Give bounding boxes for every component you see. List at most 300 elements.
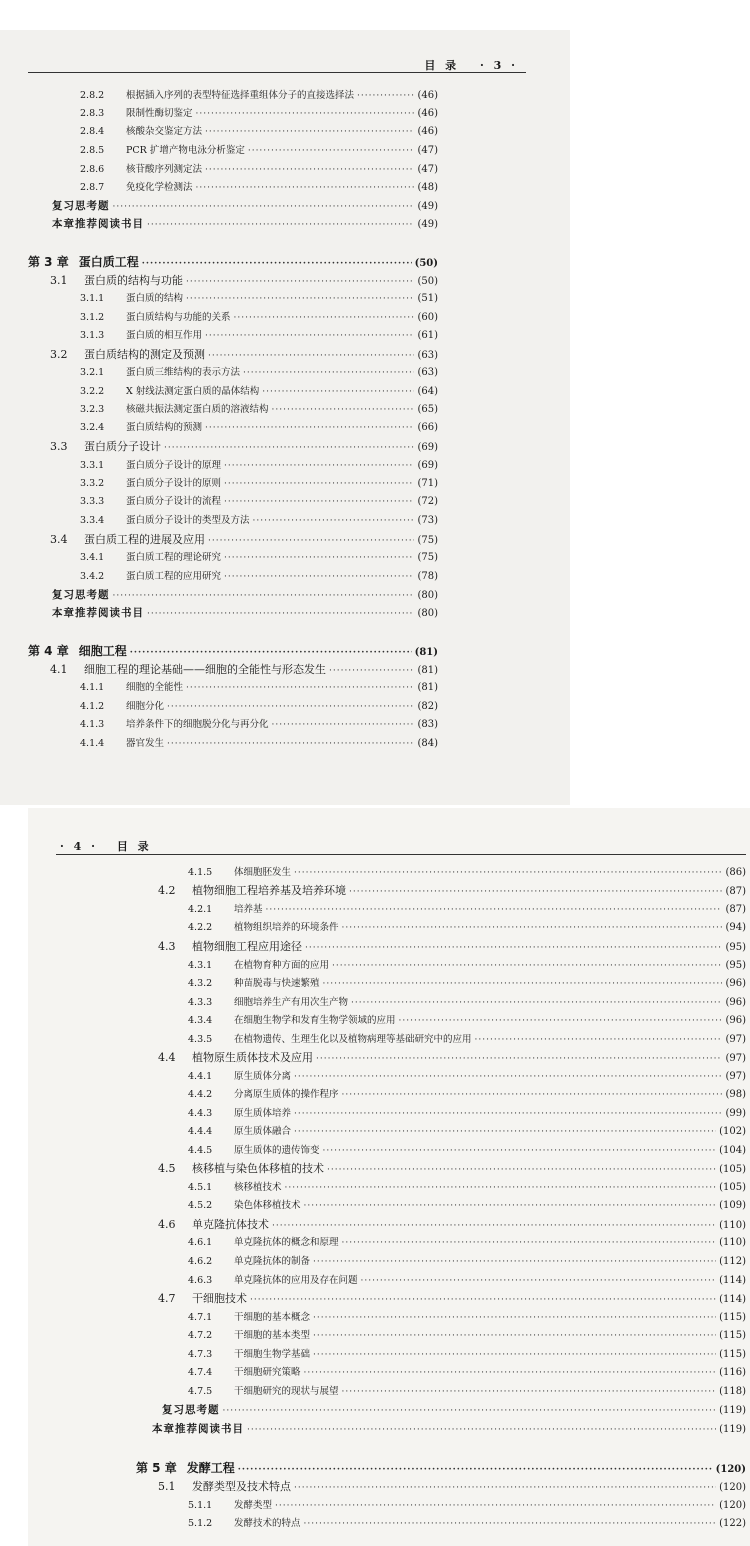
toc-entry-page: (69)	[417, 442, 438, 453]
toc-entry-title: 原生质体融合	[234, 1126, 292, 1137]
header-page-number: · 4 ·	[60, 840, 98, 853]
toc-subsection-entry	[188, 1364, 746, 1382]
toc-entry-title: 分离原生质体的操作程序	[234, 1089, 339, 1100]
leader-dots	[357, 87, 414, 105]
toc-entry-title: 本章推荐阅读书目	[52, 218, 144, 230]
toc-entry-page: (105)	[719, 1164, 746, 1175]
leader-dots	[342, 1086, 723, 1104]
toc-entry-number: 4.7.1	[188, 1312, 213, 1323]
toc-subsection-entry	[80, 512, 438, 530]
toc-subsection-entry	[80, 493, 438, 511]
toc-entry-page: (84)	[417, 738, 438, 749]
leader-dots	[329, 662, 414, 680]
toc-entry-page: (115)	[719, 1330, 746, 1341]
leader-dots	[234, 309, 415, 327]
toc-misc-entry	[52, 586, 438, 604]
toc-subsection-entry	[80, 87, 438, 105]
leader-dots	[294, 1105, 722, 1123]
toc-section-entry	[50, 661, 438, 679]
toc-chapter-entry	[28, 253, 438, 271]
toc-entry-page: (64)	[417, 386, 438, 397]
toc-entry-number: 3.3.2	[80, 478, 105, 489]
toc-entry-title: 蛋白质分子设计	[84, 440, 161, 453]
toc-entry-number: 4.3.1	[188, 960, 213, 971]
toc-entry-page: (81)	[417, 682, 438, 693]
toc-entry-page: (94)	[725, 922, 746, 933]
toc-entry-number: 3.1.1	[80, 293, 105, 304]
toc-entry-page: (87)	[725, 904, 746, 915]
leader-dots	[250, 1291, 716, 1309]
toc-subsection-entry	[188, 1197, 746, 1215]
toc-entry-page: (102)	[719, 1126, 746, 1137]
toc-entry-title: 单克隆抗体技术	[192, 1218, 269, 1231]
toc-entry-number: 4.1	[50, 663, 68, 676]
leader-dots	[147, 605, 414, 623]
toc-entry-number: 4.5.1	[188, 1182, 213, 1193]
toc-entry-number: 4.4.2	[188, 1089, 213, 1100]
toc-entry-number: 3.1.3	[80, 330, 105, 341]
running-header	[424, 57, 518, 73]
toc-entry-page: (75)	[417, 552, 438, 563]
leader-dots	[248, 142, 415, 160]
toc-entry-number: 4.4.1	[188, 1071, 213, 1082]
leader-dots	[294, 1479, 716, 1497]
toc-entry-page: (95)	[725, 942, 746, 953]
toc-entry-title: 蛋白质分子设计的原则	[126, 478, 222, 489]
toc-entry-page: (51)	[417, 293, 438, 304]
toc-entry-page: (104)	[719, 1145, 746, 1156]
toc-subsection-entry	[80, 142, 438, 160]
toc-entry-page: (46)	[417, 90, 438, 101]
toc-subsection-entry	[188, 1179, 746, 1197]
toc-entry-page: (81)	[414, 647, 438, 658]
toc-section-entry	[50, 272, 438, 290]
toc-entry-number: 3.2	[50, 348, 68, 361]
leader-dots	[186, 679, 414, 697]
toc-entry-number: 4.4	[158, 1051, 176, 1064]
toc-entry-number: 4.2.2	[188, 922, 213, 933]
toc-subsection-entry	[188, 1272, 746, 1290]
leader-dots	[304, 1364, 717, 1382]
toc-entry-page: (46)	[417, 108, 438, 119]
toc-entry-number: 3.2.3	[80, 404, 105, 415]
toc-entry-number: 4.3	[158, 940, 176, 953]
leader-dots	[275, 1497, 716, 1515]
toc-entry-number: 2.8.3	[80, 108, 105, 119]
toc-entry-number: 5.1.2	[188, 1518, 213, 1529]
leader-dots	[332, 957, 722, 975]
header-page-number: · 3 ·	[480, 59, 518, 72]
toc-misc-entry	[162, 1401, 746, 1419]
toc-entry-page: (115)	[719, 1349, 746, 1360]
toc-entry-number: 4.3.5	[188, 1034, 213, 1045]
toc-subsection-entry	[188, 1383, 746, 1401]
toc-subsection-entry	[188, 1105, 746, 1123]
toc-entry-title: 蛋白质工程的应用研究	[126, 571, 222, 582]
toc-entry-title: 发酵类型及技术特点	[192, 1480, 291, 1493]
toc-entry-page: (83)	[417, 719, 438, 730]
toc-subsection-entry	[80, 327, 438, 345]
toc-entry-page: (109)	[719, 1200, 746, 1211]
toc-entry-number: 第 5 章	[136, 1461, 177, 1475]
toc-entry-page: (80)	[417, 608, 438, 619]
toc-entry-title: 蛋白质分子设计的流程	[126, 496, 222, 507]
toc-entry-title: 单克隆抗体的概念和原理	[234, 1237, 339, 1248]
toc-entry-title: 发酵技术的特点	[234, 1518, 301, 1529]
toc-subsection-entry	[80, 161, 438, 179]
leader-dots	[253, 512, 415, 530]
leader-dots	[304, 1515, 717, 1533]
leader-dots	[323, 975, 723, 993]
toc-entry-number: 4.6.1	[188, 1237, 213, 1248]
toc-misc-entry	[52, 215, 438, 233]
toc-subsection-entry	[80, 419, 438, 437]
toc-entry-title: 本章推荐阅读书目	[152, 1423, 244, 1435]
toc-entry-title: 种苗脱毒与快速繁殖	[234, 978, 320, 989]
toc-entry-page: (75)	[417, 535, 438, 546]
toc-entry-number: 4.2.1	[188, 904, 213, 915]
toc-subsection-entry	[80, 309, 438, 327]
toc-entry-title: 本章推荐阅读书目	[52, 607, 144, 619]
toc-entry-title: 细胞工程	[78, 644, 127, 658]
toc-entry-number: 4.1.4	[80, 738, 105, 749]
toc-entry-title: 干细胞的基本概念	[234, 1312, 311, 1323]
leader-dots	[475, 1031, 723, 1049]
toc-section-entry	[158, 1216, 746, 1234]
toc-entry-page: (63)	[417, 367, 438, 378]
leader-dots	[266, 901, 723, 919]
leader-dots	[186, 290, 414, 308]
toc-section-entry	[50, 346, 438, 364]
toc-entry-page: (46)	[417, 126, 438, 137]
toc-entry-title: 植物组织培养的环境条件	[234, 922, 339, 933]
leader-dots	[243, 364, 414, 382]
toc-entry-number: 3.3.4	[80, 515, 105, 526]
toc-entry-number: 4.2	[158, 884, 176, 897]
toc-entry-number: 4.4.4	[188, 1126, 213, 1137]
toc-subsection-entry	[80, 401, 438, 419]
toc-entry-page: (80)	[417, 590, 438, 601]
toc-entry-number: 3.3.3	[80, 496, 105, 507]
toc-page-4	[28, 808, 750, 1546]
toc-subsection-entry	[80, 105, 438, 123]
leader-dots	[238, 1461, 713, 1479]
toc-entry-title: 复习思考题	[52, 200, 110, 212]
toc-subsection-entry	[80, 716, 438, 734]
toc-entry-number: 4.7.5	[188, 1386, 213, 1397]
toc-entry-page: (96)	[725, 978, 746, 989]
toc-subsection-entry	[80, 364, 438, 382]
toc-entry-title: 细胞分化	[126, 701, 165, 712]
toc-entry-page: (69)	[417, 460, 438, 471]
toc-entry-number: 4.5	[158, 1162, 176, 1175]
toc-entry-page: (97)	[725, 1071, 746, 1082]
toc-entry-title: 干细胞研究的现状与展望	[234, 1386, 339, 1397]
toc-entry-page: (118)	[719, 1386, 746, 1397]
toc-entry-title: 染色体移植技术	[234, 1200, 301, 1211]
toc-entry-number: 4.5.2	[188, 1200, 213, 1211]
leader-dots	[164, 439, 414, 457]
toc-entry-number: 4.3.4	[188, 1015, 213, 1026]
leader-dots	[113, 198, 415, 216]
toc-entry-number: 4.7.4	[188, 1367, 213, 1378]
toc-entry-number: 2.8.2	[80, 90, 105, 101]
leader-dots	[224, 457, 414, 475]
toc-entry-number: 2.8.4	[80, 126, 105, 137]
leader-dots	[399, 1012, 723, 1030]
toc-subsection-entry	[188, 1497, 746, 1515]
toc-entry-title: 原生质体的遗传饰变	[234, 1145, 320, 1156]
toc-subsection-entry	[188, 994, 746, 1012]
toc-entry-page: (50)	[414, 258, 438, 269]
toc-entry-page: (114)	[719, 1294, 746, 1305]
toc-entry-page: (50)	[417, 276, 438, 287]
toc-subsection-entry	[80, 475, 438, 493]
toc-entry-title: PCR 扩增产物电泳分析鉴定	[126, 145, 245, 156]
leader-dots	[272, 1217, 716, 1235]
leader-dots	[223, 1402, 717, 1420]
leader-dots	[147, 216, 414, 234]
toc-entry-title: 在植物育种方面的应用	[234, 960, 330, 971]
toc-entry-number: 4.7.2	[188, 1330, 213, 1341]
toc-subsection-entry	[188, 1234, 746, 1252]
toc-subsection-entry	[188, 975, 746, 993]
running-header	[60, 838, 152, 854]
toc-entry-title: X 射线法测定蛋白质的晶体结构	[126, 386, 260, 397]
toc-entry-page: (119)	[719, 1405, 746, 1416]
toc-section-entry	[50, 438, 438, 456]
toc-section-entry	[50, 531, 438, 549]
toc-entry-number: 4.6.2	[188, 1256, 213, 1267]
toc-entry-number: 4.4.5	[188, 1145, 213, 1156]
leader-dots	[224, 568, 414, 586]
leader-dots	[208, 347, 414, 365]
leader-dots	[294, 864, 722, 882]
toc-entry-page: (110)	[719, 1237, 746, 1248]
toc-entry-title: 蛋白质结构的测定及预测	[84, 348, 205, 361]
toc-entry-page: (71)	[417, 478, 438, 489]
toc-entry-page: (122)	[719, 1518, 746, 1529]
toc-entry-number: 3.3.1	[80, 460, 105, 471]
toc-entry-title: 原生质体培养	[234, 1108, 292, 1119]
toc-entry-page: (86)	[725, 867, 746, 878]
toc-entry-page: (47)	[417, 164, 438, 175]
toc-entry-title: 植物原生质体技术及应用	[192, 1051, 313, 1064]
toc-entry-number: 4.1.5	[188, 867, 213, 878]
toc-subsection-entry	[188, 1031, 746, 1049]
leader-dots	[342, 919, 723, 937]
leader-dots	[186, 273, 414, 291]
toc-entry-title: 体细胞胚发生	[234, 867, 292, 878]
toc-entry-title: 干细胞生物学基础	[234, 1349, 311, 1360]
toc-entry-number: 3.4	[50, 533, 68, 546]
toc-subsection-entry	[80, 179, 438, 197]
toc-entry-title: 在植物遗传、生理生化以及植物病理等基础研究中的应用	[234, 1034, 472, 1045]
toc-subsection-entry	[188, 1346, 746, 1364]
toc-section-entry	[158, 1049, 746, 1067]
toc-entry-title: 细胞工程的理论基础——细胞的全能性与形态发生	[84, 663, 326, 676]
toc-chapter-entry	[136, 1459, 746, 1477]
toc-entry-page: (114)	[719, 1275, 746, 1286]
toc-entry-page: (105)	[719, 1182, 746, 1193]
toc-entry-page: (60)	[417, 312, 438, 323]
toc-entry-title: 免疫化学检测法	[126, 182, 193, 193]
toc-entry-page: (66)	[417, 422, 438, 433]
leader-dots	[130, 644, 412, 662]
toc-entry-number: 2.8.6	[80, 164, 105, 175]
toc-entry-number: 2.8.5	[80, 145, 105, 156]
leader-dots	[349, 883, 722, 901]
toc-entry-page: (120)	[715, 1464, 746, 1475]
toc-entry-title: 核移植技术	[234, 1182, 282, 1193]
leader-dots	[351, 994, 722, 1012]
toc-entry-number: 4.1.2	[80, 701, 105, 712]
leader-dots	[205, 161, 414, 179]
toc-misc-entry	[52, 604, 438, 622]
toc-entry-title: 核酸杂交鉴定方法	[126, 126, 203, 137]
toc-entry-number: 3.1.2	[80, 312, 105, 323]
toc-subsection-entry	[188, 957, 746, 975]
toc-entry-number: 3.1	[50, 274, 68, 287]
toc-entry-title: 复习思考题	[162, 1404, 220, 1416]
toc-subsection-entry	[80, 549, 438, 567]
leader-dots	[167, 698, 414, 716]
toc-section-entry	[158, 1160, 746, 1178]
leader-dots	[323, 1142, 717, 1160]
toc-entry-number: 4.1.3	[80, 719, 105, 730]
leader-dots	[313, 1346, 716, 1364]
toc-entry-title: 蛋白质结构与功能的关系	[126, 312, 231, 323]
toc-entry-page: (49)	[417, 201, 438, 212]
toc-entry-page: (96)	[725, 1015, 746, 1026]
leader-dots	[196, 105, 415, 123]
leader-dots	[208, 532, 414, 550]
toc-entry-page: (61)	[417, 330, 438, 341]
leader-dots	[224, 475, 414, 493]
toc-subsection-entry	[188, 864, 746, 882]
toc-entry-title: 培养基	[234, 904, 263, 915]
toc-entry-title: 蛋白质工程的理论研究	[126, 552, 222, 563]
toc-entry-number: 5.1	[158, 1480, 176, 1493]
toc-entry-title: 根据插入序列的表型特征选择重组体分子的直接选择法	[126, 90, 355, 101]
leader-dots	[205, 123, 414, 141]
leader-dots	[167, 735, 414, 753]
toc-entry-title: 蛋白质的结构与功能	[84, 274, 183, 287]
toc-entry-title: 发酵工程	[186, 1461, 235, 1475]
toc-entry-page: (73)	[417, 515, 438, 526]
toc-entry-page: (95)	[725, 960, 746, 971]
toc-subsection-entry	[188, 1068, 746, 1086]
toc-entry-title: 细胞的全能性	[126, 682, 184, 693]
leader-dots	[327, 1161, 716, 1179]
toc-entry-page: (96)	[725, 997, 746, 1008]
toc-entry-page: (98)	[725, 1089, 746, 1100]
toc-entry-number: 3.4.2	[80, 571, 105, 582]
leader-dots	[247, 1421, 716, 1439]
toc-entry-page: (116)	[719, 1367, 746, 1378]
toc-entry-number: 3.3	[50, 440, 68, 453]
toc-entry-title: 在细胞生物学和发育生物学领域的应用	[234, 1015, 396, 1026]
toc-entry-title: 发酵类型	[234, 1500, 273, 1511]
toc-entry-page: (63)	[417, 350, 438, 361]
toc-entry-number: 4.7	[158, 1292, 176, 1305]
toc-entry-title: 蛋白质工程的进展及应用	[84, 533, 205, 546]
toc-entry-number: 4.4.3	[188, 1108, 213, 1119]
leader-dots	[205, 419, 414, 437]
leader-dots	[224, 549, 414, 567]
toc-entry-title: 植物细胞工程应用途径	[192, 940, 302, 953]
toc-section-entry	[158, 882, 746, 900]
toc-entry-page: (81)	[417, 665, 438, 676]
toc-subsection-entry	[80, 290, 438, 308]
toc-entry-number: 4.6	[158, 1218, 176, 1231]
toc-subsection-entry	[80, 568, 438, 586]
leader-dots	[196, 179, 415, 197]
toc-subsection-entry	[188, 1012, 746, 1030]
toc-entry-page: (82)	[417, 701, 438, 712]
toc-entry-page: (48)	[417, 182, 438, 193]
leader-dots	[342, 1383, 717, 1401]
toc-entry-title: 限制性酶切鉴定	[126, 108, 193, 119]
leader-dots	[313, 1309, 716, 1327]
header-label: 目 录	[424, 59, 460, 72]
toc-entry-title: 干细胞的基本类型	[234, 1330, 311, 1341]
leader-dots	[224, 493, 414, 511]
toc-subsection-entry	[80, 698, 438, 716]
leader-dots	[205, 327, 414, 345]
toc-subsection-entry	[188, 1309, 746, 1327]
toc-entry-title: 单克隆抗体的应用及存在问题	[234, 1275, 358, 1286]
toc-entry-page: (112)	[719, 1256, 746, 1267]
toc-entry-title: 干细胞技术	[192, 1292, 247, 1305]
toc-entry-page: (119)	[719, 1424, 746, 1435]
toc-entry-title: 蛋白质工程	[78, 255, 139, 269]
toc-entry-title: 蛋白质的相互作用	[126, 330, 203, 341]
toc-subsection-entry	[188, 1142, 746, 1160]
header-rule	[28, 72, 526, 73]
toc-subsection-entry	[188, 1327, 746, 1345]
toc-chapter-entry	[28, 642, 438, 660]
leader-dots	[272, 401, 415, 419]
toc-entry-number: 5.1.1	[188, 1500, 213, 1511]
toc-entry-title: 复习思考题	[52, 589, 110, 601]
toc-entry-title: 原生质体分离	[234, 1071, 292, 1082]
toc-entry-title: 蛋白质的结构	[126, 293, 184, 304]
leader-dots	[272, 716, 415, 734]
toc-entry-page: (120)	[719, 1482, 746, 1493]
toc-subsection-entry	[188, 919, 746, 937]
toc-entry-page: (78)	[417, 571, 438, 582]
toc-entry-title: 单克隆抗体的制备	[234, 1256, 311, 1267]
toc-subsection-entry	[80, 735, 438, 753]
toc-entry-number: 2.8.7	[80, 182, 105, 193]
toc-entry-number: 4.3.3	[188, 997, 213, 1008]
toc-entry-title: 蛋白质分子设计的类型及方法	[126, 515, 250, 526]
toc-subsection-entry	[80, 679, 438, 697]
toc-section-entry	[158, 1290, 746, 1308]
toc-entry-title: 器官发生	[126, 738, 165, 749]
toc-entry-page: (49)	[417, 219, 438, 230]
leader-dots	[262, 383, 414, 401]
toc-section-entry	[158, 1478, 746, 1496]
toc-entry-title: 核磁共振法测定蛋白质的溶液结构	[126, 404, 269, 415]
toc-entry-title: 蛋白质结构的预测	[126, 422, 203, 433]
leader-dots	[313, 1253, 716, 1271]
leader-dots	[304, 1197, 717, 1215]
toc-subsection-entry	[80, 383, 438, 401]
toc-subsection-entry	[80, 123, 438, 141]
leader-dots	[305, 939, 722, 957]
